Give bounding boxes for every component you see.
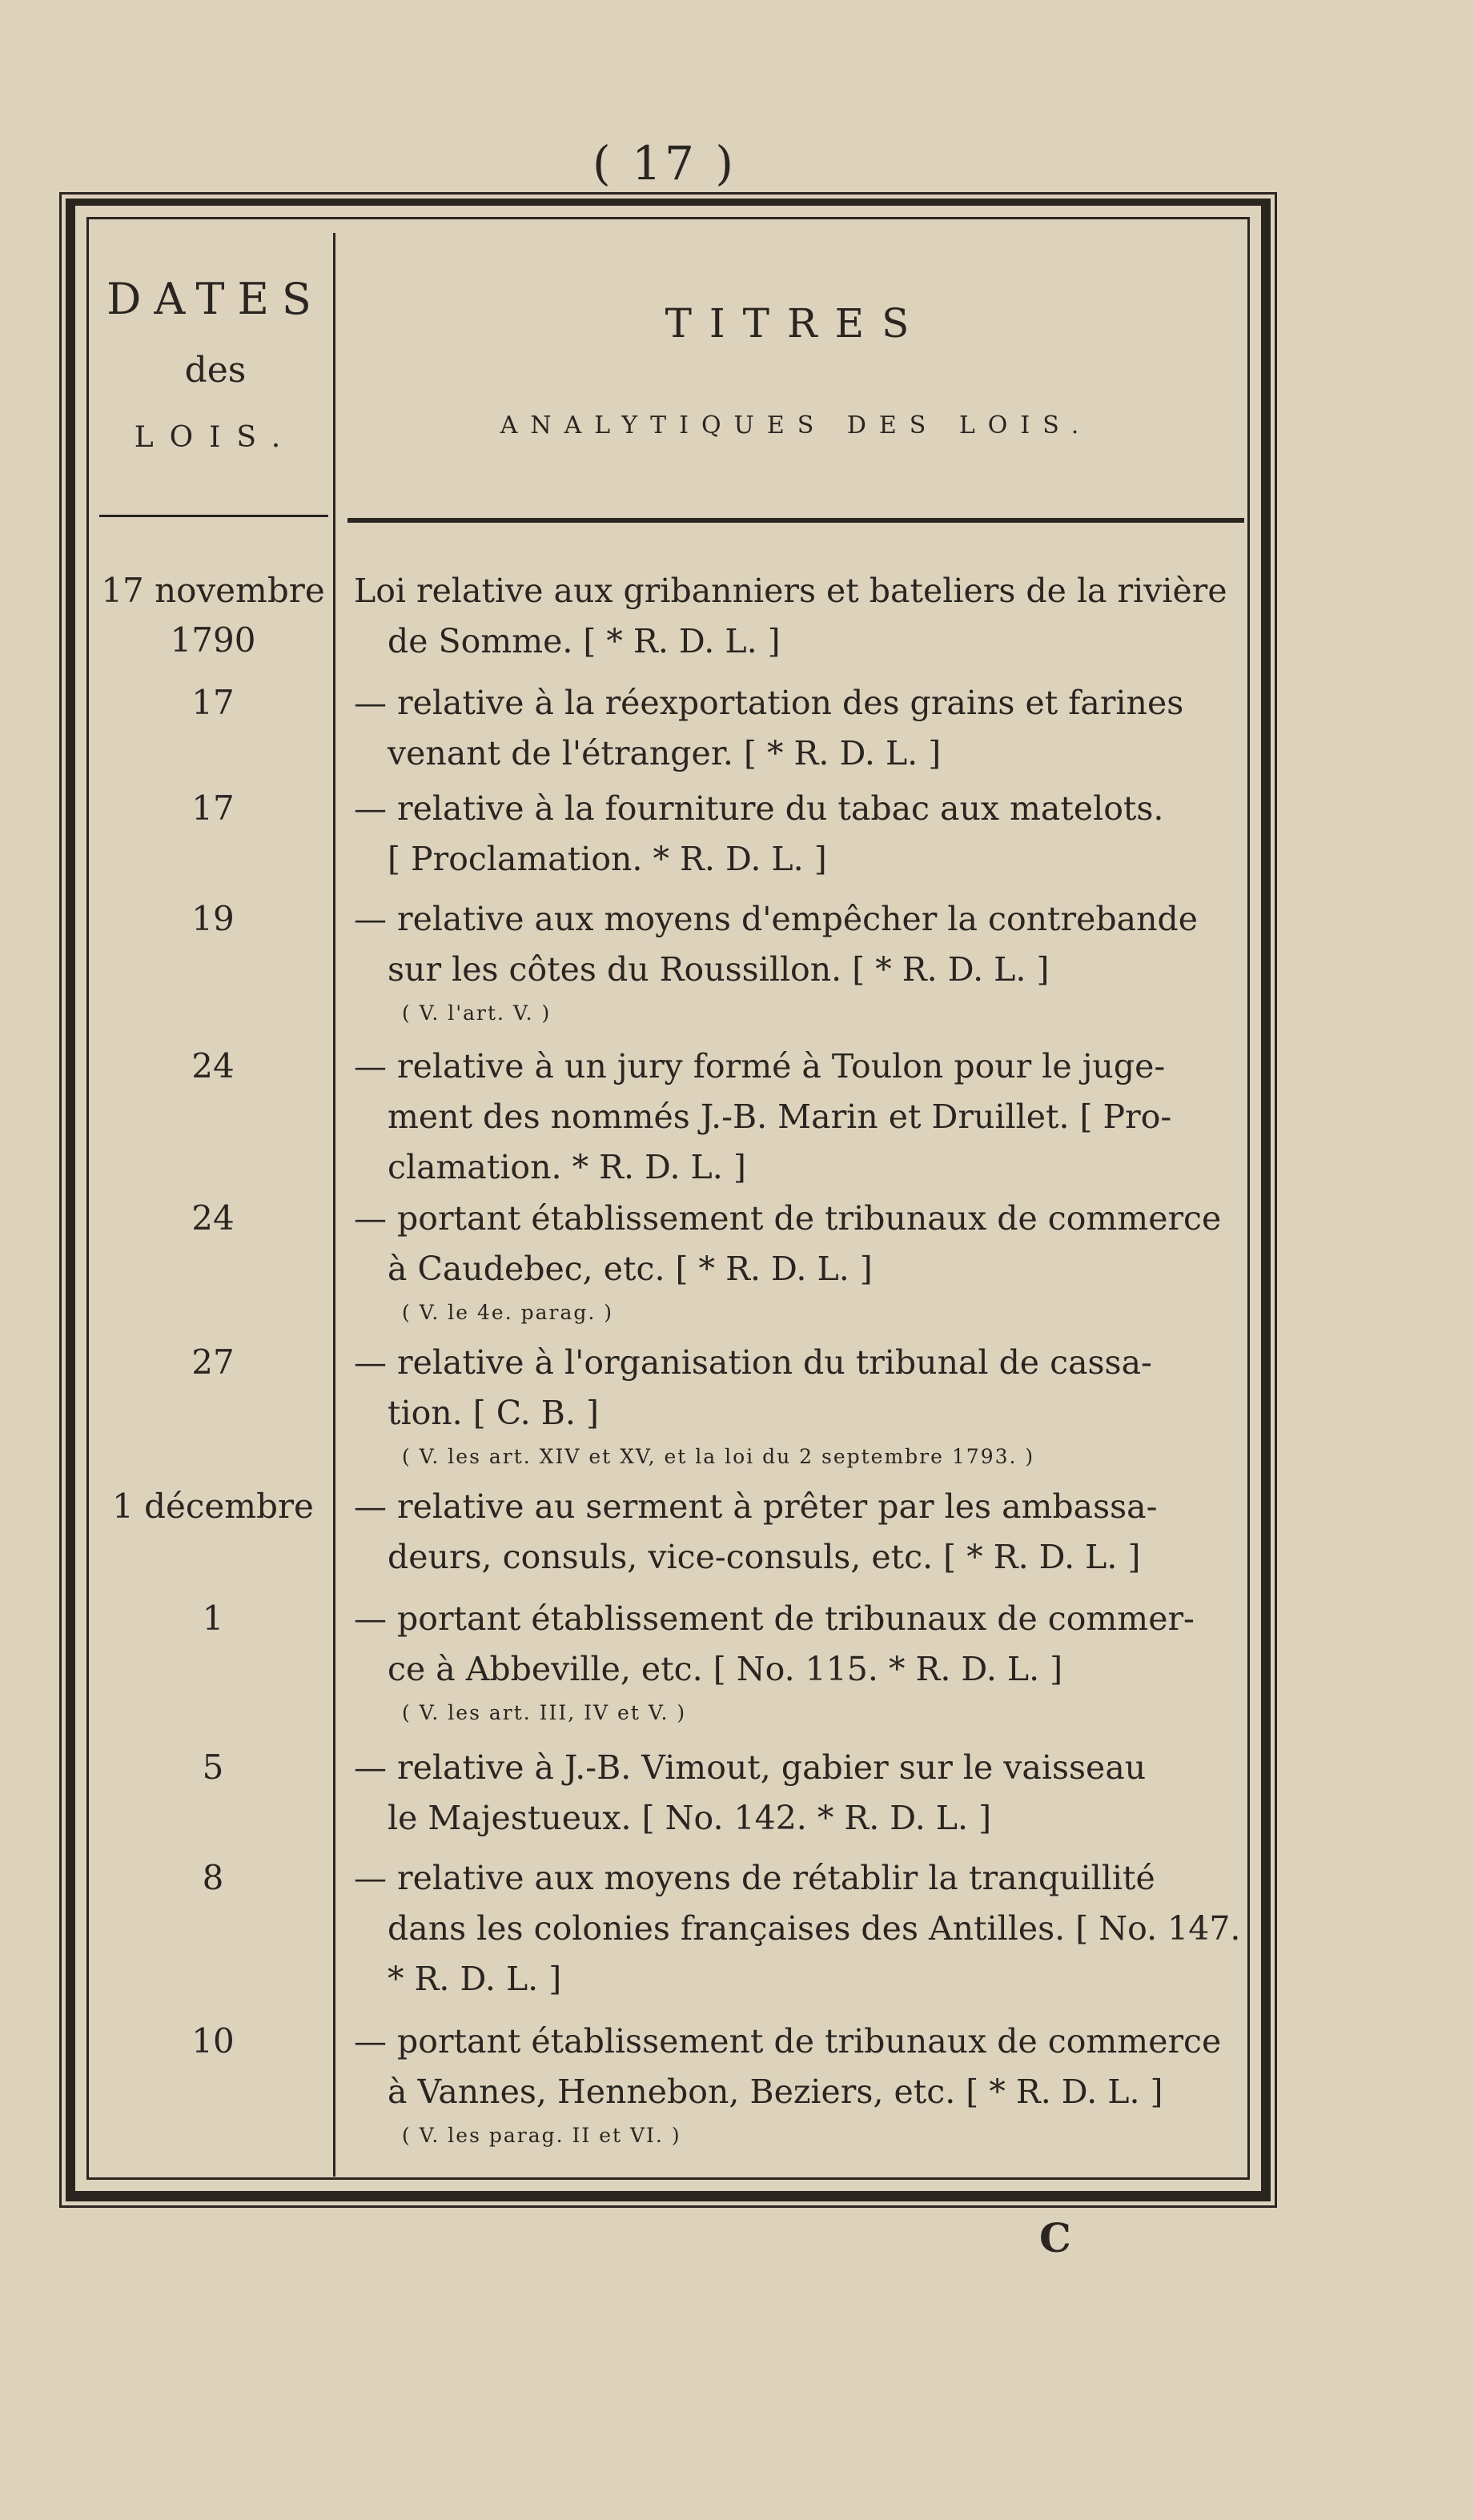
title-line: deurs, consuls, vice-consuls, etc. [ * R. D. L. ]	[388, 1538, 1141, 1576]
date-line: 1 décembre	[112, 1487, 314, 1526]
date-line: 24	[191, 1046, 235, 1085]
entry-date	[93, 1482, 333, 1531]
entry-note: ( V. le 4e. parag. )	[402, 1301, 614, 1324]
entry-date	[93, 894, 333, 944]
date-line: 17	[191, 789, 235, 828]
entry-title	[354, 566, 1251, 667]
entry-title	[354, 1194, 1251, 1331]
date-line: 19	[191, 899, 235, 938]
date-line: 1	[202, 1599, 224, 1638]
entry-note: ( V. les art. XIV et XV, et la loi du 2 septembre 1793. )	[402, 1445, 1035, 1468]
title-line: dans les colonies françaises des Antilles. [ No. 147.	[388, 1909, 1241, 1948]
entry-note: ( V. les parag. II et VI. )	[402, 2124, 681, 2147]
title-line: — portant établissement de tribunaux de commerce	[354, 2022, 1222, 2061]
title-line: — portant établissement de tribunaux de commer-	[354, 1599, 1195, 1638]
title-line: — relative aux moyens d'empêcher la contrebande	[354, 900, 1198, 938]
entry-title	[354, 784, 1251, 885]
entry-note: ( V. l'art. V. )	[402, 1001, 552, 1025]
title-line: le Majestueux. [ No. 142. * R. D. L. ]	[388, 1799, 992, 1837]
title-line: Loi relative aux gribanniers et bateliers de la rivière	[354, 572, 1227, 610]
table-frame	[66, 199, 1271, 2201]
entry-note: ( V. les art. III, IV et V. )	[402, 1701, 687, 1724]
title-line: — portant établissement de tribunaux de commerce	[354, 1199, 1222, 1238]
title-line: de Somme. [ * R. D. L. ]	[388, 622, 781, 660]
entry-title	[354, 678, 1251, 779]
entry-title	[354, 1338, 1251, 1475]
dates-column-header	[99, 274, 331, 454]
title-line: — relative à la fourniture du tabac aux matelots.	[354, 789, 1164, 828]
entry-date	[93, 1743, 333, 1792]
title-line: venant de l'étranger. [ * R. D. L. ]	[388, 734, 942, 772]
titles-column-header	[347, 300, 1244, 439]
date-line: 24	[191, 1198, 235, 1238]
page-number: ( 17 )	[592, 136, 737, 191]
entry-title	[354, 1482, 1251, 1583]
title-line: tion. [ C. B. ]	[388, 1394, 599, 1432]
entry-date	[93, 1041, 333, 1091]
entry-date	[93, 2016, 333, 2066]
entry-date	[93, 784, 333, 833]
date-line: 17	[191, 683, 235, 722]
title-line: [ Proclamation. * R. D. L. ]	[388, 840, 827, 878]
date-line: 27	[191, 1342, 235, 1382]
title-line: ment des nommés J.-B. Marin et Druillet. [ Pro-	[388, 1097, 1172, 1136]
entry-date	[93, 1594, 333, 1643]
column-divider	[333, 233, 335, 2177]
title-line: à Vannes, Hennebon, Beziers, etc. [ * R. D. L. ]	[388, 2073, 1163, 2111]
title-line: — relative à l'organisation du tribunal de cassa-	[354, 1343, 1152, 1382]
title-line: * R. D. L. ]	[388, 1960, 562, 1998]
entry-title	[354, 2016, 1251, 2154]
dates-header-line1: DATES	[106, 274, 324, 324]
title-line: — relative à la réexportation des grains et farines	[354, 684, 1184, 722]
title-line: — relative aux moyens de rétablir la tranquillité	[354, 1859, 1155, 1897]
header-rule-dates	[99, 515, 328, 517]
entry-date	[93, 566, 333, 665]
date-line: 10	[191, 2021, 235, 2061]
title-line: ce à Abbeville, etc. [ No. 115. * R. D. L. ]	[388, 1650, 1063, 1688]
title-line: à Caudebec, etc. [ * R. D. L. ]	[388, 1250, 873, 1288]
title-line: — relative au serment à prêter par les ambassa-	[354, 1487, 1158, 1526]
header-rule-titles	[347, 518, 1244, 523]
entry-date	[93, 678, 333, 728]
entry-date	[93, 1338, 333, 1387]
titles-header-line1: TITRES	[665, 300, 927, 347]
date-line: 17 novembre	[101, 571, 325, 610]
title-line: clamation. * R. D. L. ]	[388, 1148, 746, 1186]
date-line: 8	[202, 1858, 224, 1897]
dates-header-line2: des	[184, 350, 247, 391]
title-line: — relative à un jury formé à Toulon pour le juge-	[354, 1047, 1166, 1085]
date-line: 5	[202, 1748, 224, 1787]
entry-date	[93, 1194, 333, 1243]
entry-title	[354, 1743, 1251, 1844]
entry-title	[354, 1041, 1251, 1193]
entry-title	[354, 894, 1251, 1032]
signature-mark: C	[1039, 2214, 1071, 2261]
entry-date	[93, 1853, 333, 1903]
entry-title	[354, 1594, 1251, 1731]
dates-header-line3: LOIS.	[134, 421, 297, 454]
title-line: — relative à J.-B. Vimout, gabier sur le vaisseau	[354, 1748, 1147, 1787]
date-line: 1790	[170, 620, 256, 660]
entry-title	[354, 1853, 1251, 2004]
title-line: sur les côtes du Roussillon. [ * R. D. L. ]	[388, 950, 1050, 989]
titles-header-line2: ANALYTIQUES DES LOIS.	[500, 411, 1092, 439]
